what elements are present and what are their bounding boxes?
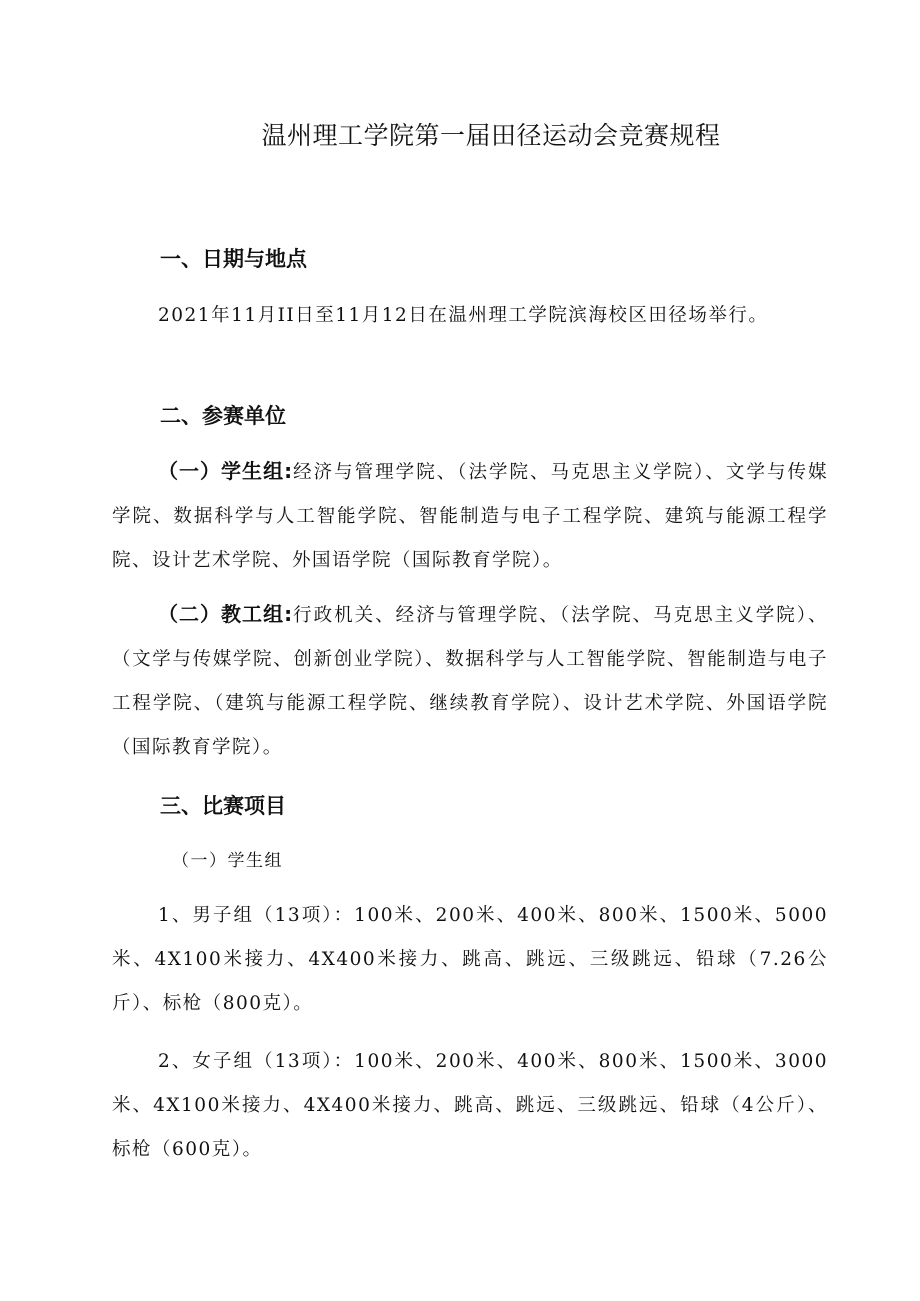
staff-group-text: 行政机关、经济与管理学院、（法学院、马克思主义学院）、（文学与传媒学院、创新创业学院）、数据科学与人工智能学院、智能制造与电子工程学院、（建筑与能源工程学院、继续教育学院）、设计艺术学院、外国语学院（国际教育学院）。 (112, 605, 828, 758)
student-group-label: （一）学生组: (158, 459, 293, 483)
women-events-paragraph: 2、女子组（13项）：100米、200米、400米、800米、1500米、3000米、4X100米接力、4X400米接力、跳高、跳远、三级跳远、铅球（4公斤）、标枪（600克）。 (112, 1051, 828, 1160)
men-events-paragraph: 1、男子组（13项）：100米、200米、400米、800米、1500米、5000米、4X100米接力、4X400米接力、跳高、跳远、三级跳远、铅球（7.26公斤）、标枪（800克）。 (112, 905, 828, 1014)
date-place-paragraph: 2021年11月II日至11月12日在温州理工学院滨海校区田径场举行。 (158, 305, 769, 326)
student-group-subheading: （一）学生组 (172, 851, 283, 871)
document-title: 温州理工学院第一届田径运动会竞赛规程 (261, 121, 721, 150)
student-group-paragraph (112, 449, 828, 583)
staff-group-label: （二）教工组: (158, 602, 293, 626)
staff-group-paragraph (112, 592, 828, 770)
section-heading-participants: 二、参赛单位 (160, 404, 286, 428)
student-group-text: 经济与管理学院、（法学院、马克思主义学院）、文学与传媒学院、数据科学与人工智能学院、智能制造与电子工程学院、建筑与能源工程学院、设计艺术学院、外国语学院（国际教育学院）。 (112, 462, 828, 571)
section-heading-events: 三、比赛项目 (160, 794, 286, 818)
section-heading-date-place: 一、日期与地点 (160, 247, 307, 271)
